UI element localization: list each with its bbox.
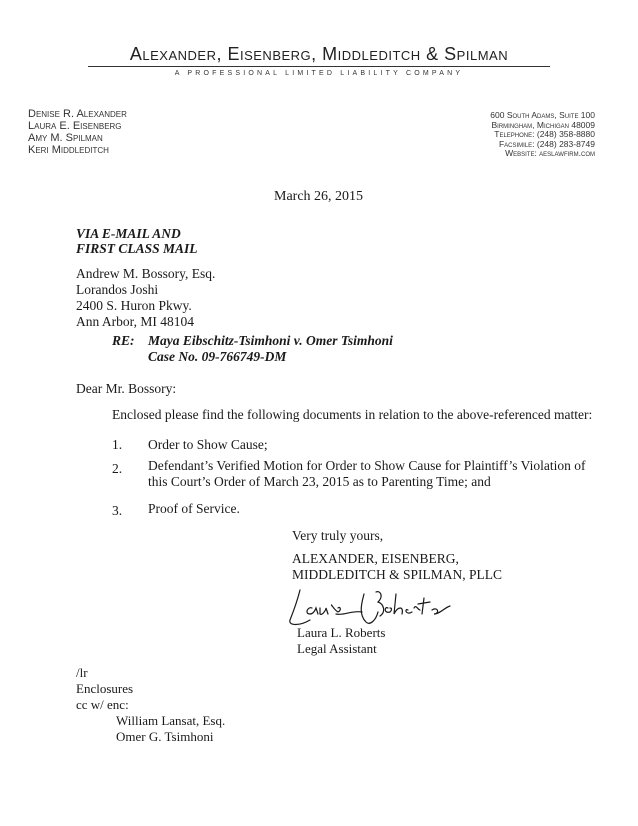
recipient-line: Ann Arbor, MI 48104 [76, 314, 194, 329]
firm-signature-line: MIDDLEDITCH & SPILMAN, PLLC [292, 567, 503, 582]
body-intro: Enclosed please find the following documents in relation to the above-referenced matter: [112, 407, 593, 422]
firm-signature-block [292, 551, 502, 583]
partner-name: Keri Middleditch [28, 144, 109, 156]
typist-initials: /lr [76, 665, 88, 680]
address-line: 600 South Adams, Suite 100 [490, 110, 595, 120]
signer-name: Laura L. Roberts [297, 625, 386, 640]
re-subject [148, 333, 393, 365]
signer-block [297, 625, 385, 657]
signer-title: Legal Assistant [297, 641, 377, 656]
notations [76, 665, 133, 713]
handwritten-signature [280, 580, 460, 630]
address-line: Facsimile: (248) 283-8749 [498, 138, 595, 149]
cc-recipient: Omer G. Tsimhoni [116, 729, 214, 744]
recipient-address [76, 266, 215, 330]
cc-recipient: William Lansat, Esq. [116, 713, 226, 728]
re-label: RE: [112, 333, 135, 348]
enclosure-item-line: this Court’s Order of March 23, 2015 as to Parenting Time; and [148, 474, 491, 489]
partner-name: Laura E. Eisenberg [28, 120, 122, 132]
partner-list [28, 108, 127, 156]
re-line: Maya Eibschitz-Tsimhoni v. Omer Tsimhoni [148, 333, 393, 348]
firm-address [490, 111, 595, 159]
letter-date: March 26, 2015 [274, 189, 364, 204]
partner-name: Denise R. Alexander [28, 108, 127, 120]
address-line: Birmingham, Michigan 48009 [491, 119, 595, 130]
recipient-line: Lorandos Joshi [76, 282, 159, 297]
address-line: Telephone: (248) 358-8880 [494, 129, 595, 139]
enclosure-item-number: 2. [112, 461, 123, 476]
partner-name: Amy M. Spilman [28, 132, 103, 144]
letterhead-rule [88, 66, 550, 67]
closing: Very truly yours, [292, 528, 384, 543]
delivery-method [76, 226, 198, 256]
delivery-line: FIRST CLASS MAIL [76, 241, 198, 256]
address-line: Website: aeslawfirm.com [505, 148, 595, 158]
enclosure-item-number: 3. [112, 503, 123, 518]
recipient-line: 2400 S. Huron Pkwy. [76, 298, 192, 313]
firm-name: Alexander, Eisenberg, Middleditch & Spilman [129, 44, 509, 64]
enclosure-item-line: Order to Show Cause; [148, 437, 268, 452]
cc-label: cc w/ enc: [76, 697, 129, 712]
salutation: Dear Mr. Bossory: [76, 381, 177, 396]
recipient-line: Andrew M. Bossory, Esq. [76, 266, 216, 281]
enclosure-item-line: Defendant’s Verified Motion for Order to Show Cause for Plaintiff’s Violation of [148, 458, 586, 473]
delivery-line: VIA E-MAIL AND [76, 226, 181, 241]
enclosure-item [148, 437, 608, 453]
enclosure-item-number: 1. [112, 437, 123, 452]
cc-recipients [116, 713, 225, 745]
enclosure-item-line: Proof of Service. [148, 501, 240, 516]
enclosure-item [148, 501, 608, 517]
firm-signature-line: ALEXANDER, EISENBERG, [292, 551, 459, 566]
enclosure-item [148, 458, 608, 490]
firm-tagline: A PROFESSIONAL LIMITED LIABILITY COMPANY [174, 70, 464, 77]
enclosures-label: Enclosures [76, 681, 134, 696]
re-line: Case No. 09-766749-DM [148, 349, 287, 364]
